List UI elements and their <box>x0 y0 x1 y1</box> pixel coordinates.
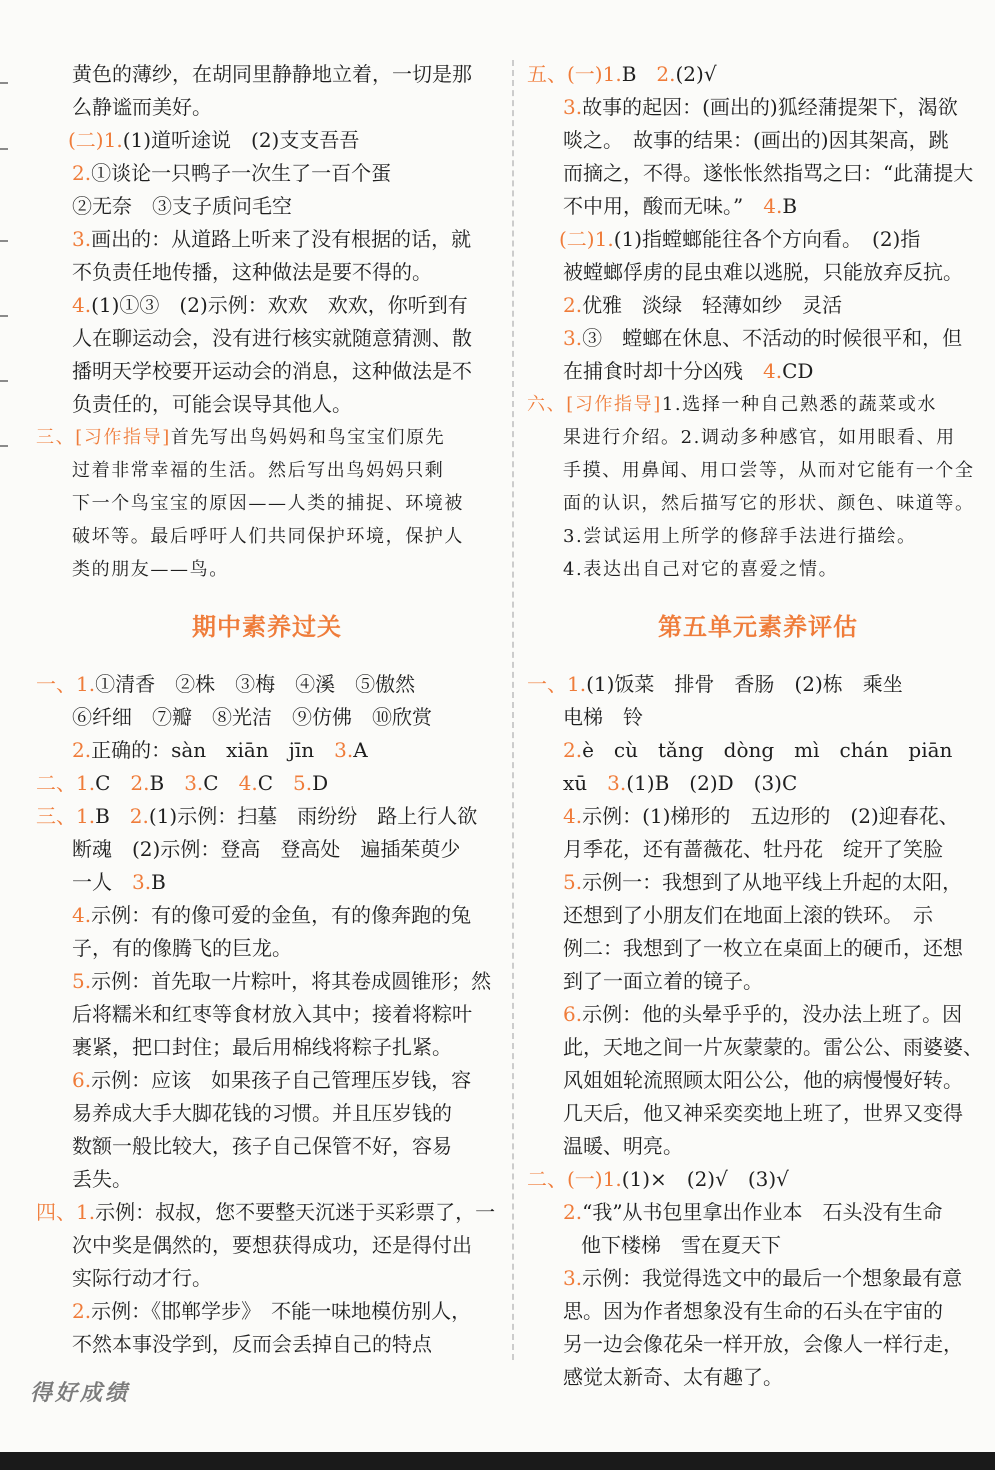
answer-text: 示例一：我想到了从地平线上升起的太阳， <box>582 870 963 894</box>
answer-line <box>36 833 498 866</box>
answer-text: B <box>149 771 185 795</box>
question-number: 5. <box>72 969 92 993</box>
answer-text: “我”从书包里拿出作业本 石头没有生命 <box>582 1200 943 1224</box>
answer-text: 负责任的，可能会误导其他人。 <box>72 392 352 416</box>
answer-line <box>527 256 989 289</box>
answer-text: 不负责任地传播，这种做法是要不得的。 <box>72 260 432 284</box>
answer-line <box>36 1130 498 1163</box>
question-number: 3. <box>72 227 92 251</box>
answer-text: ⑥纤细 ⑦瓣 ⑧光洁 ⑨仿佛 ⑩欣赏 <box>72 705 432 729</box>
footer-brand: 得好成绩 <box>30 1381 131 1406</box>
question-number: 4. <box>763 194 783 218</box>
answer-text: C <box>203 771 239 795</box>
answer-text: 到了一面立着的镜子。 <box>563 969 763 993</box>
answer-text: 几天后，他又神采奕奕地上班了，世界又变得 <box>563 1101 963 1125</box>
answer-text: xū <box>563 771 608 795</box>
edge-mark <box>0 380 8 382</box>
answer-line <box>527 553 989 586</box>
answer-text: B <box>95 804 130 828</box>
answer-text: 4.表达出自己对它的喜爱之情。 <box>563 559 839 580</box>
column-divider <box>512 60 514 1360</box>
answer-text: C <box>257 771 294 795</box>
answer-line <box>527 965 989 998</box>
answer-line <box>527 157 989 190</box>
answer-text: 过着非常幸福的生活。然后写出鸟妈妈只剩 <box>72 460 445 481</box>
answer-text: B <box>151 870 166 894</box>
answer-line <box>527 701 989 734</box>
answer-line <box>36 1031 498 1064</box>
answer-line <box>36 1163 498 1196</box>
answer-line <box>527 124 989 157</box>
answer-text: (1)× (2)√ (3)√ <box>621 1167 789 1191</box>
answer-line <box>36 256 498 289</box>
answer-line <box>527 866 989 899</box>
answer-text: 丢失。 <box>72 1167 132 1191</box>
answer-text: 下一个鸟宝宝的原因——人类的捕捉、环境被 <box>72 493 464 514</box>
answer-text: 不然本事没学到，反而会丢掉自己的特点 <box>72 1332 432 1356</box>
answer-text: 断魂 (2)示例：登高 登高处 遍插茱萸少 <box>72 837 461 861</box>
question-number: 四、1. <box>36 1200 96 1224</box>
answer-text: 面的认识，然后描写它的形状、颜色、味道等。 <box>563 493 975 514</box>
answer-line <box>36 899 498 932</box>
question-number: 3. <box>563 1266 583 1290</box>
answer-text: è cù tǎng dòng mì chán piān <box>582 738 953 762</box>
answer-text: 一人 <box>72 870 132 894</box>
answer-line <box>527 1097 989 1130</box>
answer-line <box>527 800 989 833</box>
question-number: 3. <box>607 771 627 795</box>
answer-text: 此，天地之间一片灰蒙蒙的。雷公公、雨婆婆、 <box>563 1035 983 1059</box>
answer-text: D <box>312 771 329 795</box>
answer-line <box>36 1295 498 1328</box>
answer-text: 温暖、明亮。 <box>563 1134 683 1158</box>
answer-line <box>527 289 989 322</box>
answer-line <box>36 1097 498 1130</box>
answer-text: 破坏等。最后呼吁人们共同保护环境，保护人 <box>72 526 464 547</box>
answer-text: 画出的：从道路上听来了没有根据的话，就 <box>91 227 472 251</box>
answer-line <box>527 421 989 454</box>
question-number: 4. <box>72 903 92 927</box>
answer-line <box>36 322 498 355</box>
answer-text: 感觉太新奇、太有趣了。 <box>563 1365 783 1389</box>
answer-text: 易养成大手大脚花钱的习惯。并且压岁钱的 <box>72 1101 452 1125</box>
answer-text: 子，有的像腾飞的巨龙。 <box>72 936 292 960</box>
answer-text: 示例：《邯郸学步》 不能一味地模仿别人， <box>91 1299 472 1323</box>
question-number: 3. <box>334 738 354 762</box>
question-number: 2. <box>72 161 92 185</box>
answer-line <box>36 1262 498 1295</box>
answer-text: (1)B (2)D (3)C <box>626 771 798 795</box>
answer-line <box>527 1262 989 1295</box>
answer-line <box>527 1196 989 1229</box>
bottom-scan-bar <box>0 1452 995 1470</box>
question-number: 一、1. <box>527 672 587 696</box>
question-number: 6. <box>563 1002 583 1026</box>
question-number: (二)1. <box>559 227 614 251</box>
answer-text: ③ 螳螂在休息、不活动的时候很平和，但 <box>582 326 963 350</box>
answer-text: A <box>353 738 368 762</box>
answer-text: 故事的起因：(画出的)狐经蒲提架下，渴欲 <box>582 95 958 119</box>
answer-line <box>36 124 498 157</box>
answer-text: (1)指螳螂能往各个方向看。 (2)指 <box>613 227 921 251</box>
question-number: 2. <box>130 771 150 795</box>
answer-line <box>527 932 989 965</box>
answer-line <box>527 1130 989 1163</box>
question-number: 2. <box>563 1200 583 1224</box>
question-number: 3. <box>563 326 583 350</box>
answer-text: ①清香 ②株 ③梅 ④溪 ⑤傲然 <box>95 672 416 696</box>
answer-line <box>527 1163 989 1196</box>
answer-line <box>527 1295 989 1328</box>
question-number: 4. <box>563 804 583 828</box>
answer-text: (1)示例：扫墓 雨纷纷 路上行人欲 <box>148 804 478 828</box>
question-number: 2. <box>129 804 149 828</box>
answer-text: 而摘之，不得。遂怅怅然指骂之曰：“此蒲提大 <box>563 161 974 185</box>
answer-text: 实际行动才行。 <box>72 1266 212 1290</box>
question-number: 2. <box>563 293 583 317</box>
question-number: 2. <box>72 1299 92 1323</box>
answer-line <box>36 866 498 899</box>
question-number: 5. <box>293 771 313 795</box>
answer-line <box>527 1361 989 1394</box>
answer-text: 月季花，还有蔷薇花、牡丹花 绽开了笑脸 <box>563 837 943 861</box>
answer-line <box>527 388 989 421</box>
answer-line <box>527 355 989 388</box>
answer-text: 播明天学校要开运动会的消息，这种做法是不 <box>72 359 472 383</box>
answer-text: 他下楼梯 雪在夏天下 <box>581 1233 781 1257</box>
answer-text: 手摸、用鼻闻、用口尝等，从而对它能有一个全 <box>563 460 975 481</box>
answer-line <box>36 289 498 322</box>
edge-mark <box>0 148 8 150</box>
answer-text: 1.选择一种自己熟悉的蔬菜或水 <box>661 394 938 415</box>
question-number: 4. <box>72 293 92 317</box>
answer-text: 类的朋友——鸟。 <box>72 559 229 580</box>
answer-text: (1)饭菜 排骨 香肠 (2)栋 乘坐 <box>586 672 903 696</box>
question-number: 三、[习作指导] <box>36 427 171 448</box>
answer-text: 示例：他的头晕乎乎的，没办法上班了。因 <box>582 1002 963 1026</box>
answer-line <box>527 322 989 355</box>
section-title: 第五单元素养评估 <box>658 612 858 641</box>
answer-text: (1)①③ (2)示例：欢欢 欢欢，你听到有 <box>91 293 468 317</box>
answer-text: 示例：叔叔，您不要整天沉迷于买彩票了，一 <box>95 1200 496 1224</box>
answer-line <box>527 1031 989 1064</box>
answer-text: 数额一般比较大，孩子自己保管不好，容易 <box>72 1134 452 1158</box>
answer-line <box>527 734 989 767</box>
question-number: 二、1. <box>36 771 96 795</box>
answer-line <box>527 58 989 91</box>
answer-text: 示例：(1)梯形的 五边形的 (2)迎春花、 <box>582 804 959 828</box>
answer-text: 正确的：sàn xiān jīn <box>91 738 335 762</box>
answer-line <box>36 1328 498 1361</box>
answer-line <box>36 223 498 256</box>
answer-line <box>36 1196 498 1229</box>
answer-line <box>527 454 989 487</box>
answer-text: B <box>782 194 798 218</box>
answer-line <box>36 355 498 388</box>
question-number: 3. <box>184 771 204 795</box>
answer-line <box>36 58 498 91</box>
answer-text: 不中用，酸而无味。” <box>563 194 764 218</box>
answer-line <box>36 1229 498 1262</box>
answer-line <box>36 454 498 487</box>
question-number: 5. <box>563 870 583 894</box>
answer-text: 在捕食时却十分凶残 <box>563 359 763 383</box>
answer-line <box>36 421 498 454</box>
answer-text: (2)√ <box>675 62 717 86</box>
answer-text: (1)道听途说 (2)支支吾吾 <box>122 128 360 152</box>
answer-line <box>36 1064 498 1097</box>
answer-line <box>527 223 989 256</box>
answer-line <box>36 767 498 800</box>
question-number: 4. <box>763 359 783 383</box>
answer-text: ①谈论一只鸭子一次生了一百个蛋 <box>91 161 392 185</box>
question-number: 2. <box>72 738 92 762</box>
answer-text: 3.尝试运用上所学的修辞手法进行描绘。 <box>563 526 917 547</box>
answer-line <box>36 701 498 734</box>
answer-line <box>527 668 989 701</box>
answer-line <box>527 1328 989 1361</box>
answer-column-left <box>36 58 498 1361</box>
answer-line <box>36 91 498 124</box>
answer-text: 另一边会像花朵一样开放，会像人一样行走， <box>563 1332 963 1356</box>
answer-text: 人在聊运动会，没有进行核实就随意猜测、散 <box>72 326 472 350</box>
answer-text: 被螳螂俘虏的昆虫难以逃脱，只能放弃反抗。 <box>563 260 963 284</box>
question-number: 3. <box>132 870 152 894</box>
answer-text: 示例：我觉得选文中的最后一个想象最有意 <box>582 1266 963 1290</box>
answer-text: 还想到了小朋友们在地面上滚的铁环。 示 <box>563 903 933 927</box>
answer-text: 示例：应该 如果孩子自己管理压岁钱，容 <box>91 1068 472 1092</box>
answer-text: ②无奈 ③支子质问毛空 <box>72 194 292 218</box>
answer-text: 后将糯米和红枣等食材放入其中；接着将粽叶 <box>72 1002 472 1026</box>
answer-text: 黄色的薄纱，在胡同里静静地立着，一切是那 <box>72 62 472 86</box>
question-number: 4. <box>238 771 258 795</box>
question-number: 三、1. <box>36 804 96 828</box>
answer-line <box>527 520 989 553</box>
answer-text: 啖之。 故事的结果：(画出的)因其架高，跳 <box>563 128 949 152</box>
answer-text: CD <box>782 359 814 383</box>
answer-text: 示例：有的像可爱的金鱼，有的像奔跑的兔 <box>91 903 472 927</box>
answer-line <box>36 998 498 1031</box>
answer-line <box>527 899 989 932</box>
answer-line <box>36 965 498 998</box>
question-number: 一、1. <box>36 672 96 696</box>
answer-text: 裹紧，把口封住；最后用棉线将粽子扎紧。 <box>72 1035 452 1059</box>
question-number: 2. <box>656 62 676 86</box>
edge-mark <box>0 315 8 317</box>
answer-text: 果进行介绍。2.调动多种感官，如用眼看、用 <box>563 427 956 448</box>
answer-line <box>527 91 989 124</box>
answer-column-right <box>527 58 989 1394</box>
answer-text: 思。因为作者想象没有生命的石头在宇宙的 <box>563 1299 943 1323</box>
question-number: 6. <box>72 1068 92 1092</box>
answer-line <box>36 800 498 833</box>
edge-mark <box>0 240 8 242</box>
edge-mark <box>0 82 8 84</box>
section-title: 期中素养过关 <box>192 612 342 641</box>
answer-line <box>527 833 989 866</box>
page-edge-cutoff <box>0 60 16 480</box>
answer-line <box>36 734 498 767</box>
answer-line <box>527 767 989 800</box>
answer-text: 次中奖是偶然的，要想获得成功，还是得付出 <box>72 1233 472 1257</box>
answer-line <box>36 388 498 421</box>
answer-text: B <box>621 62 657 86</box>
question-number: 五、(一)1. <box>527 62 622 86</box>
edge-mark <box>0 445 8 447</box>
question-number: 2. <box>563 738 583 762</box>
answer-line <box>36 520 498 553</box>
answer-line <box>527 1229 989 1262</box>
answer-line <box>36 932 498 965</box>
question-number: (二)1. <box>68 128 123 152</box>
question-number: 六、[习作指导] <box>527 394 662 415</box>
answer-line <box>36 487 498 520</box>
answer-line <box>36 553 498 586</box>
answer-text: 风姐姐轮流照顾太阳公公，他的病慢慢好转。 <box>563 1068 963 1092</box>
answer-line <box>527 487 989 520</box>
answer-text: 优雅 淡绿 轻薄如纱 灵活 <box>582 293 843 317</box>
answer-text: C <box>95 771 131 795</box>
answer-text: 电梯 铃 <box>563 705 643 729</box>
answer-line <box>527 190 989 223</box>
answer-line <box>527 998 989 1031</box>
answer-text: 示例：首先取一片粽叶，将其卷成圆锥形；然 <box>91 969 492 993</box>
answer-line <box>527 1064 989 1097</box>
question-number: 3. <box>563 95 583 119</box>
answer-line <box>36 190 498 223</box>
answer-line <box>36 668 498 701</box>
answer-text: 例二：我想到了一枚立在桌面上的硬币，还想 <box>563 936 963 960</box>
answer-line <box>36 157 498 190</box>
question-number: 二、(一)1. <box>527 1167 622 1191</box>
answer-text: 首先写出鸟妈妈和鸟宝宝们原先 <box>170 427 446 448</box>
answer-text: 么静谧而美好。 <box>72 95 212 119</box>
